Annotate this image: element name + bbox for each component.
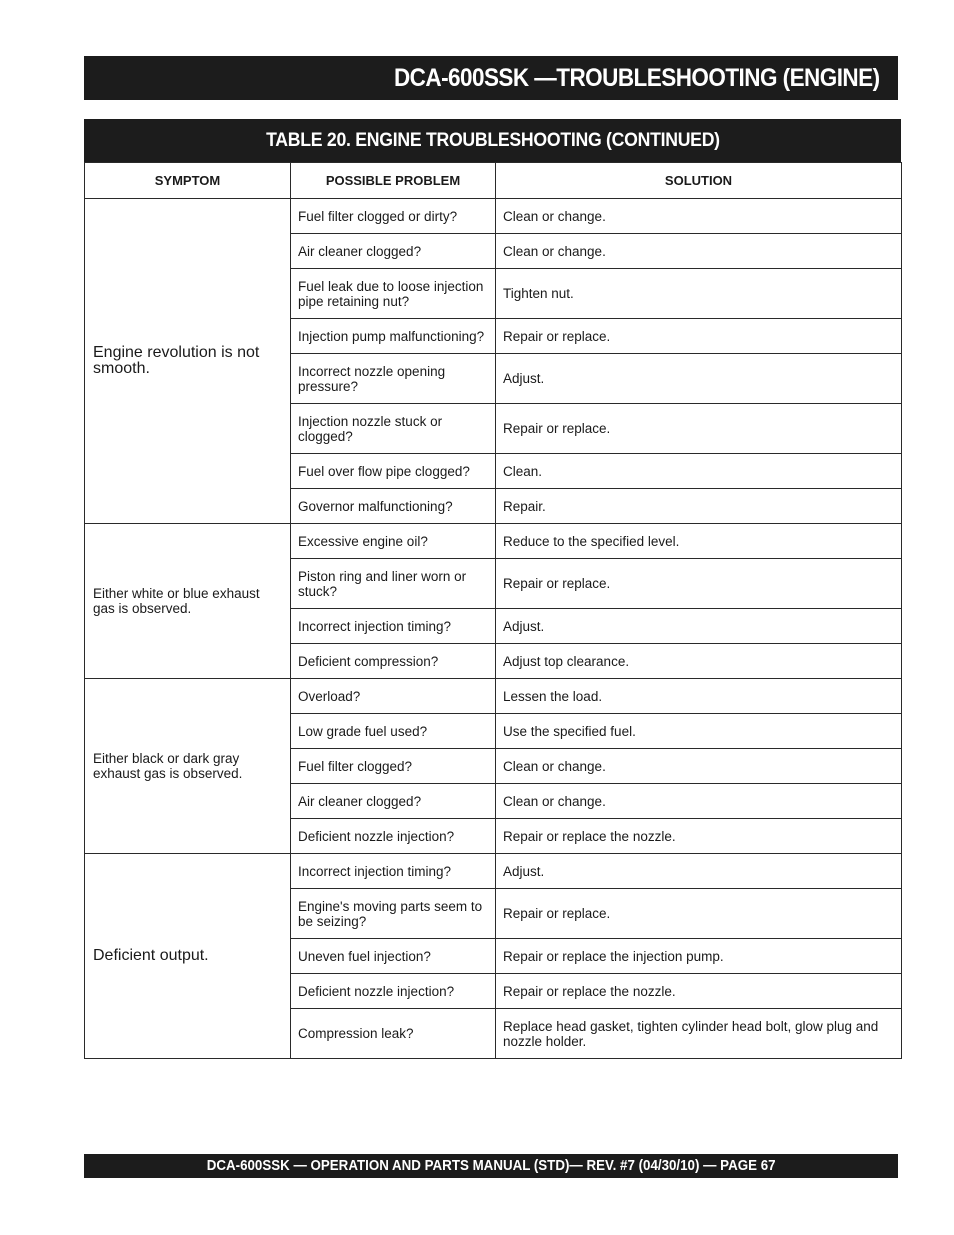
problem-cell: Compression leak? [291,1009,496,1059]
solution-cell: Reduce to the specified level. [496,524,902,559]
table-row [85,524,902,559]
symptom-cell: Either black or dark gray exhaust gas is observed. [85,679,291,854]
problem-cell: Fuel filter clogged? [291,749,496,784]
solution-cell: Clean or change. [496,234,902,269]
table-header-row [85,163,902,199]
problem-cell: Incorrect injection timing? [291,854,496,889]
problem-cell: Incorrect nozzle opening pressure? [291,354,496,404]
problem-cell: Low grade fuel used? [291,714,496,749]
solution-cell: Tighten nut. [496,269,902,319]
solution-cell: Clean. [496,454,902,489]
solution-cell: Repair or replace the nozzle. [496,974,902,1009]
solution-cell: Repair. [496,489,902,524]
column-header-symptom: SYMPTOM [85,163,291,199]
solution-cell: Repair or replace the injection pump. [496,939,902,974]
solution-cell: Use the specified fuel. [496,714,902,749]
footer-text: DCA-600SSK — OPERATION AND PARTS MANUAL (STD)— REV. #7 (04/30/10) — PAGE 67 [206,1158,776,1174]
problem-cell: Deficient compression? [291,644,496,679]
problem-cell: Air cleaner clogged? [291,234,496,269]
problem-cell: Air cleaner clogged? [291,784,496,819]
symptom-cell: Engine revolution is not smooth. [85,199,291,524]
solution-cell: Replace head gasket, tighten cylinder head bolt, glow plug and nozzle holder. [496,1009,902,1059]
problem-cell: Governor malfunctioning? [291,489,496,524]
column-header-possible-problem: POSSIBLE PROBLEM [291,163,496,199]
table-row [85,199,902,234]
solution-cell: Repair or replace. [496,404,902,454]
problem-cell: Excessive engine oil? [291,524,496,559]
page-footer [84,1154,898,1178]
solution-cell: Repair or replace. [496,889,902,939]
troubleshooting-table [84,162,902,1059]
problem-cell: Uneven fuel injection? [291,939,496,974]
solution-cell: Adjust. [496,854,902,889]
symptom-cell: Either white or blue exhaust gas is observed. [85,524,291,679]
solution-cell: Repair or replace. [496,559,902,609]
column-header-solution: SOLUTION [496,163,902,199]
solution-cell: Clean or change. [496,199,902,234]
solution-cell: Clean or change. [496,784,902,819]
troubleshooting-table-container [84,119,901,1059]
page-header [84,56,898,100]
solution-cell: Repair or replace the nozzle. [496,819,902,854]
problem-cell: Piston ring and liner worn or stuck? [291,559,496,609]
table-title-bar [84,119,901,162]
solution-cell: Repair or replace. [496,319,902,354]
problem-cell: Fuel leak due to loose injection pipe retaining nut? [291,269,496,319]
problem-cell: Incorrect injection timing? [291,609,496,644]
problem-cell: Deficient nozzle injection? [291,819,496,854]
symptom-cell: Deficient output. [85,854,291,1059]
table-row [85,679,902,714]
solution-cell: Adjust top clearance. [496,644,902,679]
page-title: DCA-600SSK —TROUBLESHOOTING (ENGINE) [394,63,880,92]
problem-cell: Engine's moving parts seem to be seizing? [291,889,496,939]
solution-cell: Adjust. [496,354,902,404]
problem-cell: Overload? [291,679,496,714]
problem-cell: Deficient nozzle injection? [291,974,496,1009]
problem-cell: Injection nozzle stuck or clogged? [291,404,496,454]
table-title: TABLE 20. ENGINE TROUBLESHOOTING (CONTINUED) [265,129,720,151]
problem-cell: Injection pump malfunctioning? [291,319,496,354]
problem-cell: Fuel over flow pipe clogged? [291,454,496,489]
problem-cell: Fuel filter clogged or dirty? [291,199,496,234]
solution-cell: Adjust. [496,609,902,644]
solution-cell: Clean or change. [496,749,902,784]
table-row [85,854,902,889]
solution-cell: Lessen the load. [496,679,902,714]
